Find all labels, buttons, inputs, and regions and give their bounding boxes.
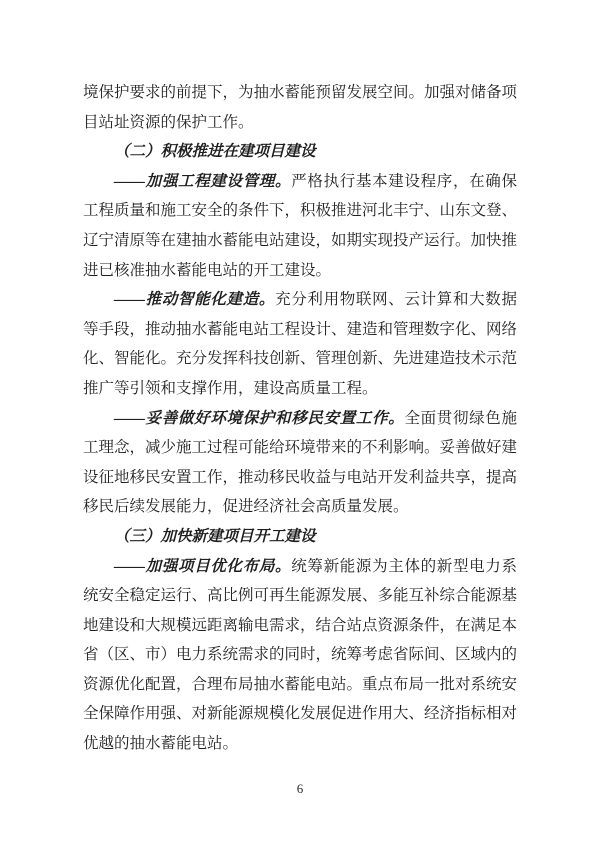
paragraph-text: 充分利用物联网、云计算和大数据等手段，推动抽水蓄能电站工程设计、建造和管理数字化、网络化、智能化。充分发挥科技创新、管理创新、先进建造技术示范推广等引领和支撑作用，建设高质量工程。 xyxy=(83,291,518,397)
page-number: 6 xyxy=(296,781,304,796)
paragraph-text: 统筹新能源为主体的新型电力系统安全稳定运行、高比例可再生能源发展、多能互补综合能源基地建设和大规模远距离输电需求，结合站点资源条件，在满足本省（区、市）电力系统需求的同时，统筹考虑省际间、区域内的资源优化配置，合理布局抽水蓄能电站。重点布局一批对系统安全保障作用强、对新能源规模化发展促进作用大、经济指标相对优越的抽水蓄能电站。 xyxy=(83,557,518,753)
section-heading-3: （三）加快新建项目开工建设 xyxy=(114,527,316,545)
paragraph-lead: ——加强项目优化布局。 xyxy=(114,557,292,575)
paragraph-continuation: 境保护要求的前提下，为抽水蓄能预留发展空间。加强对储备项目站址资源的保护工作。 xyxy=(83,84,518,131)
paragraph-project-layout xyxy=(83,552,517,759)
paragraph-text: 严格执行基本建设程序，在确保工程质量和施工安全的条件下，积极推进河北丰宁、山东文登、辽宁清原等在建抽水蓄能电站建设，如期实现投产运行。加快推进已核准抽水蓄能电站的开工建设。 xyxy=(83,172,518,279)
paragraph-environment-resettlement xyxy=(83,404,517,522)
document-content xyxy=(83,78,517,759)
paragraph-lead: ——妥善做好环境保护和移民安置工作。 xyxy=(114,409,405,427)
paragraph-intelligent-construction xyxy=(83,285,517,403)
paragraph-lead: ——加强工程建设管理。 xyxy=(114,172,292,190)
paragraph-construction-management xyxy=(83,167,517,285)
paragraph-text: 全面贯彻绿色施工理念，减少施工过程可能给环境带来的不利影响。妥善做好建设征地移民安置工作，推动移民收益与电站开发利益共享，提高移民后续发展能力，促进经济社会高质量发展。 xyxy=(83,409,518,516)
section-heading-2: （二）积极推进在建项目建设 xyxy=(114,143,316,161)
paragraph-lead: ——推动智能化建造。 xyxy=(114,291,276,309)
